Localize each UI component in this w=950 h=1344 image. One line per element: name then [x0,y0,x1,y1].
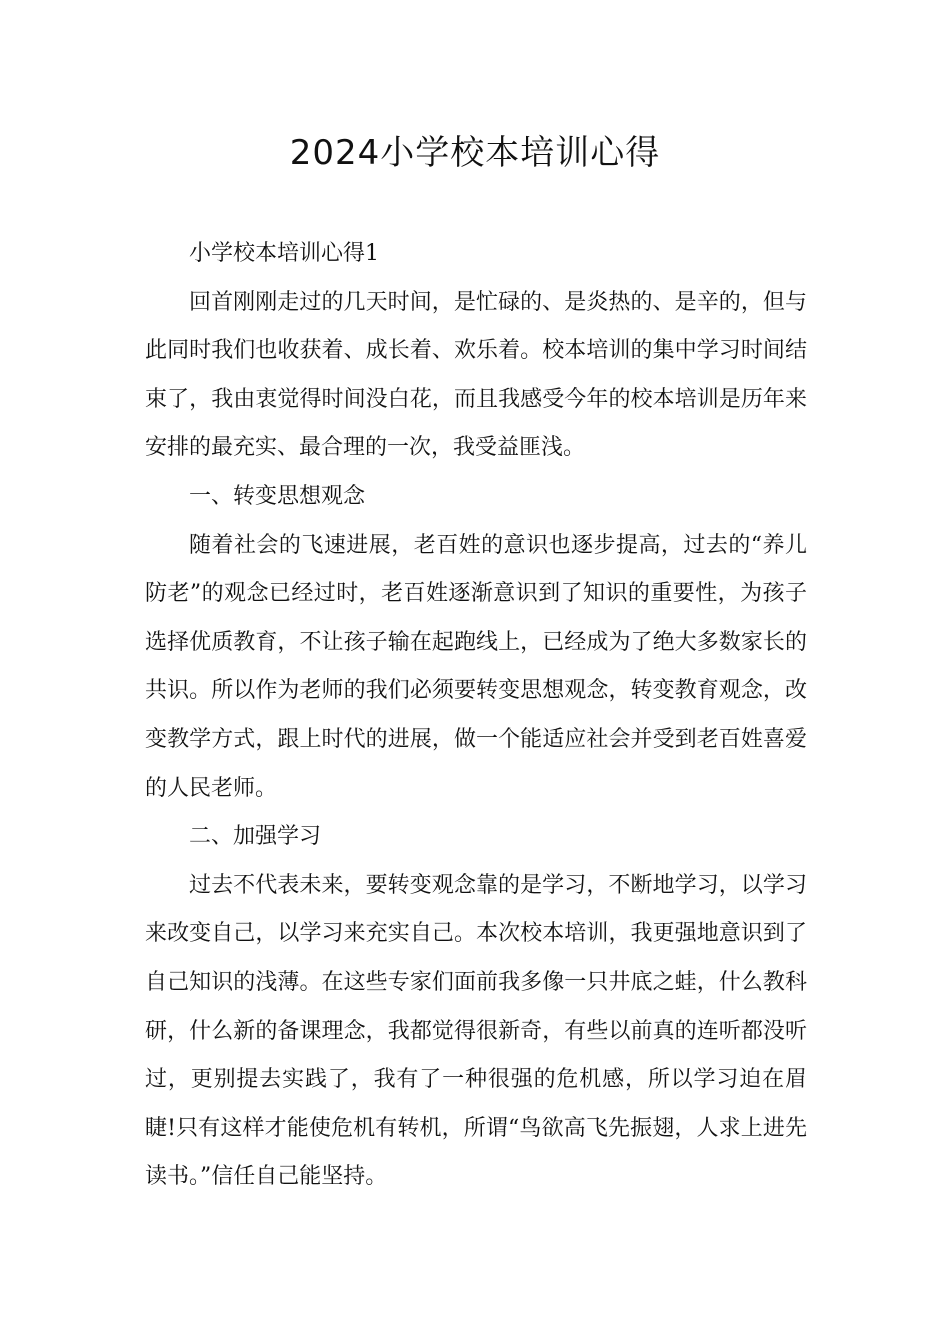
section-heading-study: 二、加强学习 [189,824,322,850]
section-heading-transform: 一、转变思想观念 [189,483,366,509]
section-heading-1: 小学校本培训心得1 [189,241,379,266]
paragraph-intro: 回首刚刚走过的几天时间，是忙碌的、是炎热的、是辛的，但与此同时我们也收获着、成长着、欢乐着。校本培训的集中学习时间结束了，我由衷觉得时间没白花，而且我感受今年的校本培训是历年来安排的最充实、最合理的一次，我受益匪浅。 [145,289,807,461]
paragraph-study: 过去不代表未来，要转变观念靠的是学习，不断地学习，以学习来改变自己，以学习来充实自己。本次校本培训，我更强地意识到了自己知识的浅薄。在这些专家们面前我多像一只井底之蛙，什么教科研，什么新的备课理念，我都觉得很新奇，有些以前真的连听都没听过，更别提去实践了，我有了一种很强的危机感，所以学习迫在眉睫!只有这样才能使危机有转机，所谓“鸟欲高飞先振翅，人求上进先读书。”信任自己能坚持。 [145,872,807,1190]
document-title: 2024小学校本培训心得 [289,133,661,173]
document-body [145,230,807,1202]
paragraph-transform: 随着社会的飞速进展，老百姓的意识也逐步提高，过去的“养儿防老”的观念已经过时，老百姓逐渐意识到了知识的重要性，为孩子选择优质教育，不让孩子输在起跑线上，已经成为了绝大多数家长的共识。所以作为老师的我们必须要转变思想观念，转变教育观念，改变教学方式，跟上时代的进展，做一个能适应社会并受到老百姓喜爱的人民老师。 [145,532,807,801]
